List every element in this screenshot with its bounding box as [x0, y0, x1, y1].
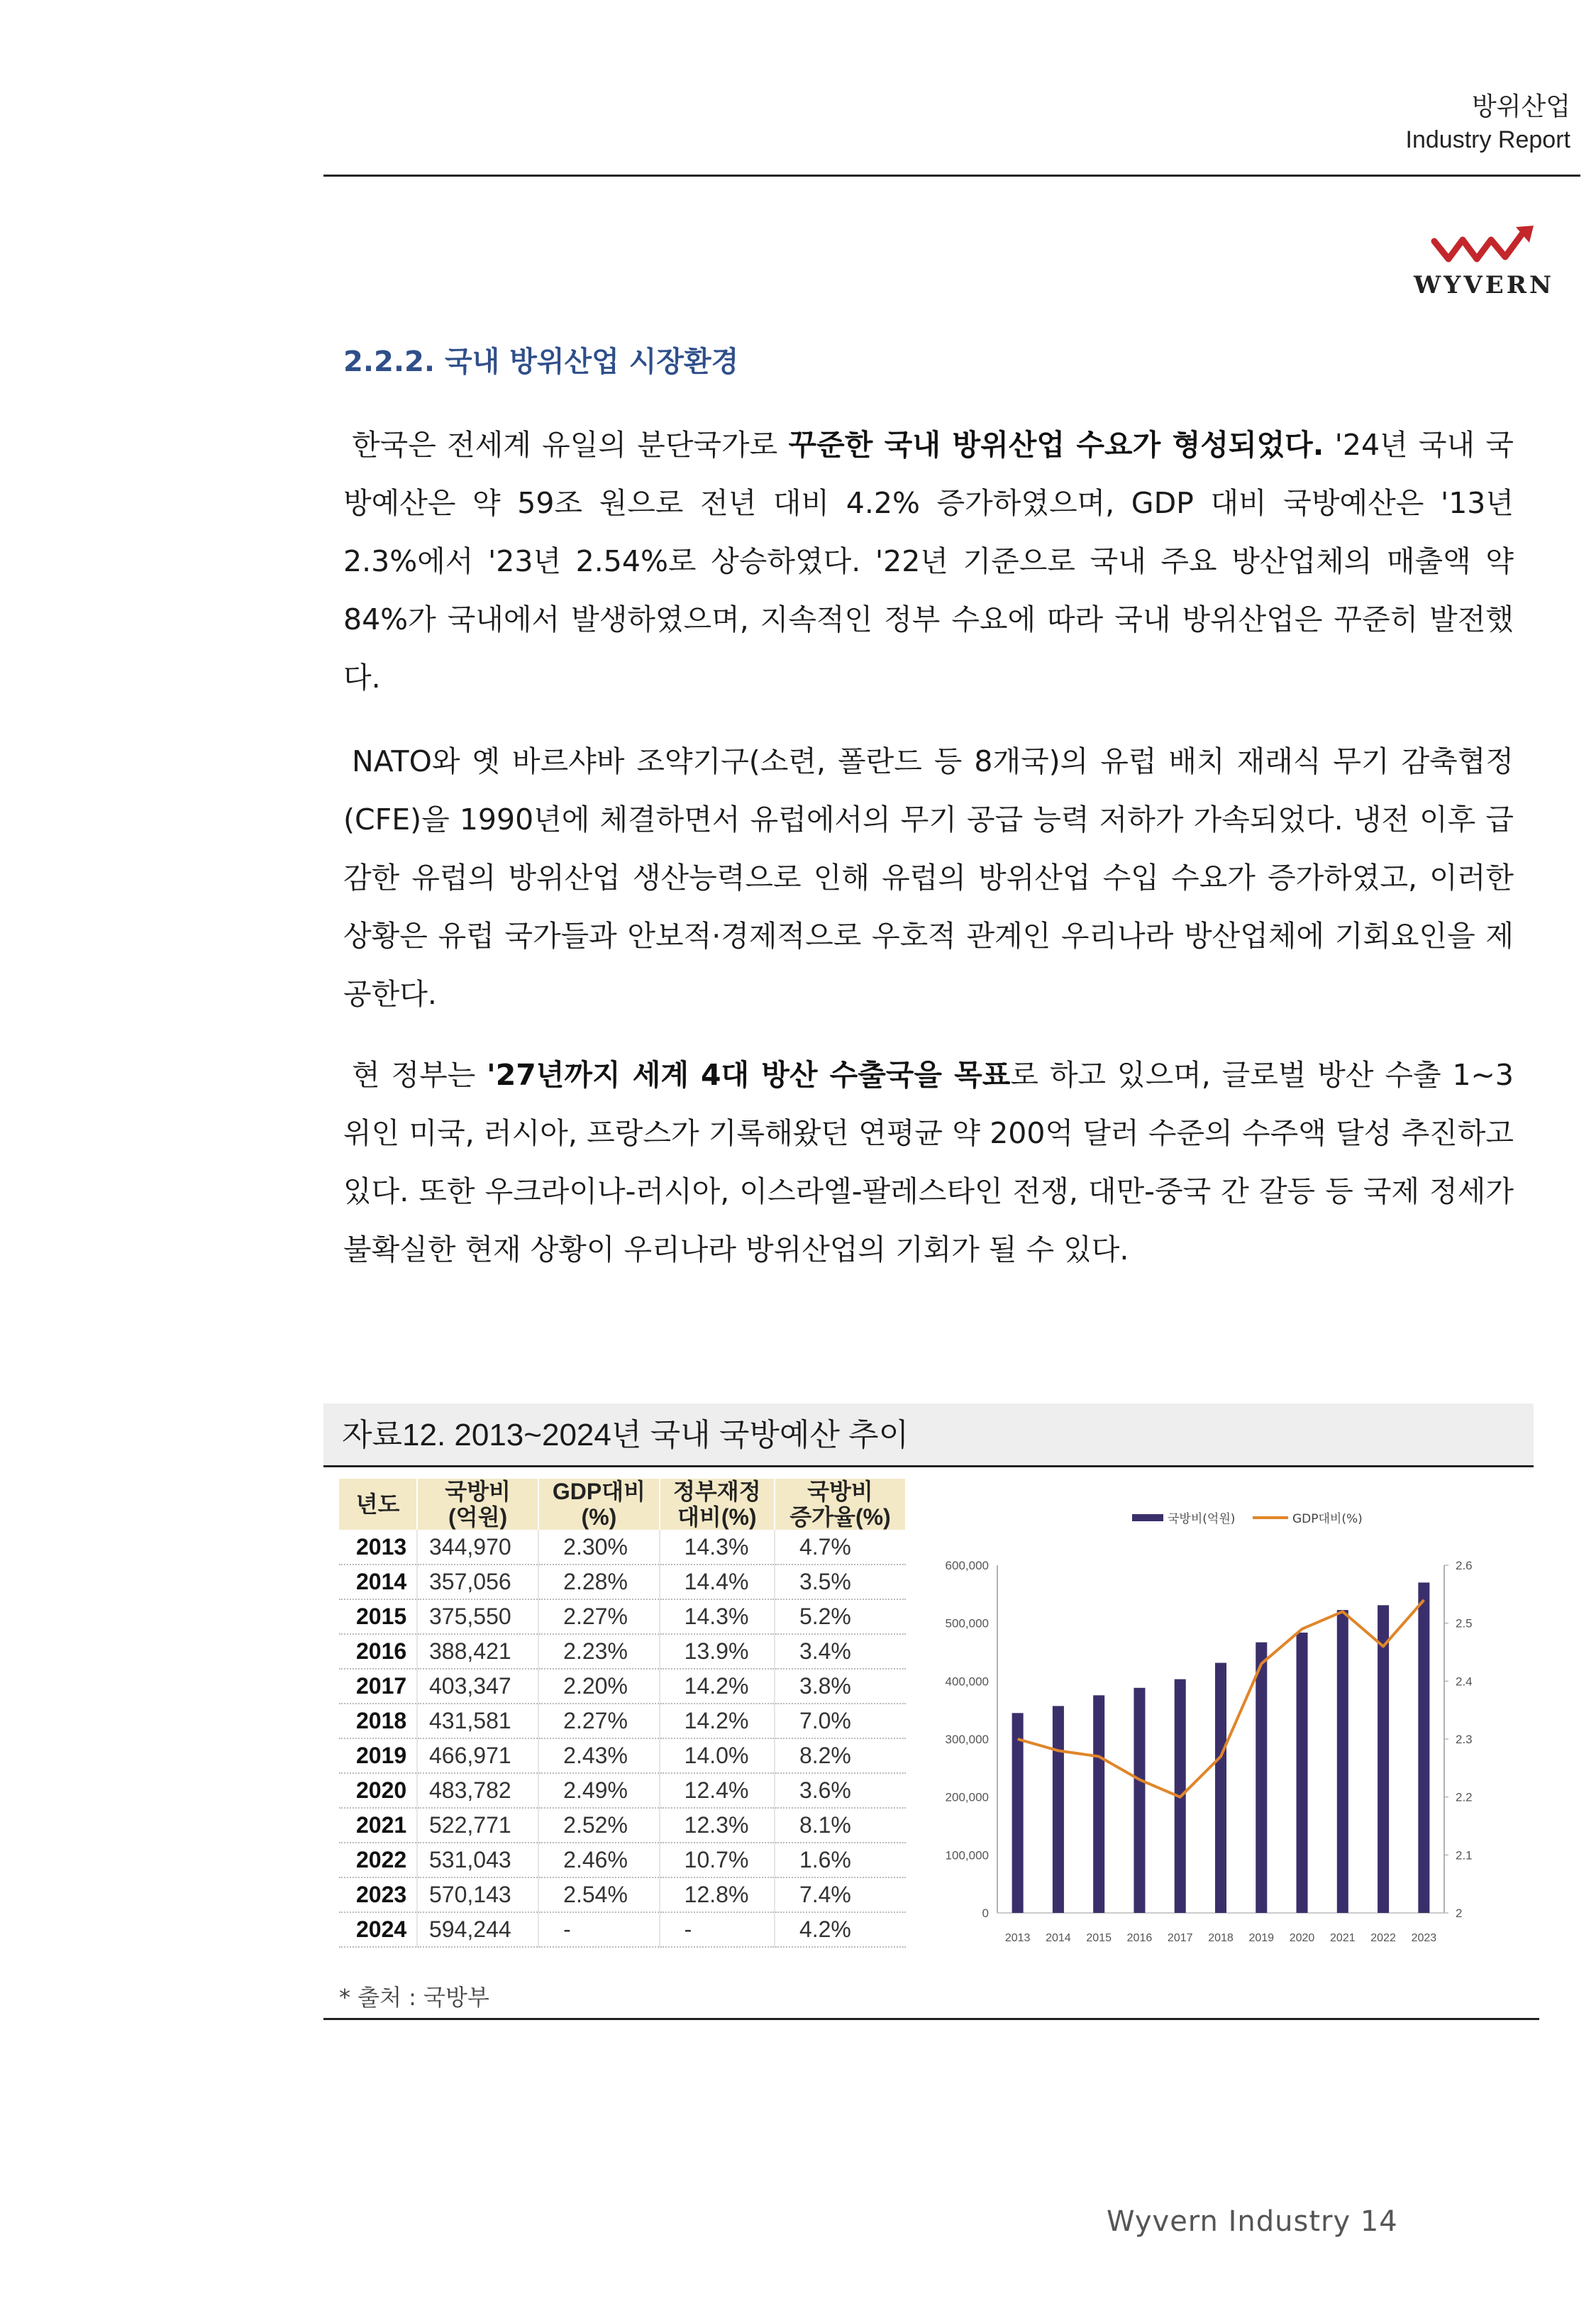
x-tick-label: 2022	[1370, 1932, 1396, 1944]
defense-budget-table	[339, 1479, 907, 1948]
x-tick-label: 2023	[1411, 1932, 1437, 1944]
cell-gov-ratio: 14.3%	[660, 1530, 775, 1565]
cell-year: 2016	[339, 1634, 417, 1669]
bar	[1215, 1663, 1226, 1913]
x-tick-label: 2016	[1126, 1932, 1153, 1944]
cell-year: 2019	[339, 1738, 417, 1773]
paragraph-3-text-a: 현 정부는	[352, 1058, 487, 1092]
y-right-tick-label: 2.1	[1456, 1848, 1473, 1863]
cell-gdp-ratio: 2.43%	[538, 1738, 660, 1773]
y-right-tick-label: 2.4	[1456, 1675, 1473, 1689]
cell-gov-ratio: 14.0%	[660, 1738, 775, 1773]
legend-label-gdp: GDP대비(%)	[1292, 1512, 1363, 1526]
cell-gov-ratio: 14.2%	[660, 1704, 775, 1738]
header-gdp-ratio: GDP대비 (%)	[538, 1479, 660, 1530]
y-right-tick-label: 2.5	[1456, 1616, 1473, 1631]
cell-year: 2020	[339, 1773, 417, 1808]
legend-label-budget: 국방비(억원)	[1168, 1512, 1236, 1526]
x-tick-label: 2019	[1248, 1932, 1275, 1944]
cell-growth: 7.4%	[775, 1877, 906, 1912]
cell-growth: 1.6%	[775, 1843, 906, 1877]
bar	[1378, 1605, 1389, 1913]
table-row	[339, 1773, 906, 1808]
cell-gdp-ratio: 2.46%	[538, 1843, 660, 1877]
cell-growth: 7.0%	[775, 1704, 906, 1738]
figure-bottom-divider	[323, 2018, 1539, 2020]
y-right-tick-label: 2.2	[1456, 1790, 1473, 1804]
cell-gdp-ratio: 2.23%	[538, 1634, 660, 1669]
cell-year: 2017	[339, 1669, 417, 1704]
cell-gov-ratio: 10.7%	[660, 1843, 775, 1877]
bar	[1093, 1695, 1104, 1913]
paragraph-1	[343, 416, 1514, 707]
cell-growth: 3.4%	[775, 1634, 906, 1669]
figure-source: * 출처 : 국방부	[339, 1984, 489, 2011]
paragraph-1-text-a: 한국은 전세계 유일의 분단국가로	[352, 428, 789, 462]
y-left-tick-label: 600,000	[945, 1559, 989, 1572]
table-row	[339, 1704, 906, 1738]
cell-budget: 483,782	[417, 1773, 538, 1808]
x-tick-label: 2020	[1289, 1932, 1315, 1944]
bar	[1134, 1688, 1145, 1913]
x-tick-label: 2015	[1086, 1932, 1112, 1944]
x-tick-label: 2017	[1167, 1932, 1193, 1944]
section-title: 2.2.2. 국내 방위산업 시장환경	[343, 346, 739, 378]
defense-budget-chart	[919, 1487, 1529, 1984]
y-left-tick-label: 0	[982, 1907, 989, 1920]
table-row	[339, 1599, 906, 1634]
cell-gdp-ratio: 2.20%	[538, 1669, 660, 1704]
cell-budget: 431,581	[417, 1704, 538, 1738]
paragraph-1-emphasis: 꾸준한 국내 방위산업 수요가 형성되었다.	[788, 428, 1324, 462]
cell-budget: 403,347	[417, 1669, 538, 1704]
y-right-tick-label: 2.6	[1456, 1559, 1473, 1572]
header-budget: 국방비 (억원)	[417, 1479, 538, 1530]
paragraph-2	[343, 732, 1514, 1023]
cell-year: 2023	[339, 1877, 417, 1912]
cell-year: 2015	[339, 1599, 417, 1634]
cell-gov-ratio: 12.8%	[660, 1877, 775, 1912]
x-tick-label: 2014	[1046, 1932, 1071, 1944]
x-tick-label: 2013	[1004, 1932, 1031, 1944]
cell-gdp-ratio: 2.27%	[538, 1599, 660, 1634]
cell-gov-ratio: 13.9%	[660, 1634, 775, 1669]
y-left-tick-label: 300,000	[945, 1733, 989, 1746]
report-type: Industry Report	[1405, 126, 1570, 153]
cell-budget: 388,421	[417, 1634, 538, 1669]
cell-budget: 466,971	[417, 1738, 538, 1773]
header-year: 년도	[339, 1479, 417, 1530]
cell-growth: 8.2%	[775, 1738, 906, 1773]
cell-year: 2024	[339, 1912, 417, 1947]
table-row	[339, 1808, 906, 1843]
cell-gdp-ratio: 2.30%	[538, 1530, 660, 1565]
table-row	[339, 1669, 906, 1704]
logo-wordmark: WYVERN	[1413, 271, 1555, 299]
table-row	[339, 1565, 906, 1599]
cell-budget: 357,056	[417, 1565, 538, 1599]
bar	[1337, 1610, 1348, 1913]
cell-gdp-ratio: 2.27%	[538, 1704, 660, 1738]
y-left-tick-label: 500,000	[945, 1616, 989, 1631]
bar	[1256, 1643, 1267, 1913]
cell-budget: 375,550	[417, 1599, 538, 1634]
cell-gov-ratio: -	[660, 1912, 775, 1947]
paragraph-2-text: NATO와 옛 바르샤바 조약기구(소련, 폴란드 등 8개국)의 유럽 배치 재래식 무기 감축협정(CFE)을 1990년에 체결하면서 유럽에서의 무기 공급 능력 저하가 가속되었다. 냉전 이후 급감한 유럽의 방위산업 생산능력으로 인해 유럽의 방위산업 수입 수요가 증가하였고, 이러한 상황은 유럽 국가들과 안보적·경제적으로 우호적 관계인 우리나라 방산업체에 기회요인을 제공한다.	[343, 744, 1514, 1011]
cell-gdp-ratio: 2.52%	[538, 1808, 660, 1843]
cell-year: 2021	[339, 1808, 417, 1843]
cell-gov-ratio: 12.4%	[660, 1773, 775, 1808]
cell-budget: 570,143	[417, 1877, 538, 1912]
page-footer: Wyvern Industry 14	[1107, 2205, 1398, 2238]
y-right-tick-label: 2.3	[1456, 1733, 1473, 1746]
cell-budget: 344,970	[417, 1530, 538, 1565]
table-row	[339, 1877, 906, 1912]
cell-gov-ratio: 14.4%	[660, 1565, 775, 1599]
figure-title: 자료12. 2013~2024년 국내 국방예산 추이	[323, 1403, 1534, 1467]
legend-swatch-budget	[1132, 1514, 1163, 1521]
cell-growth: 3.8%	[775, 1669, 906, 1704]
header-gov-ratio: 정부재정 대비(%)	[660, 1479, 775, 1530]
cell-year: 2018	[339, 1704, 417, 1738]
table-row	[339, 1530, 906, 1565]
cell-growth: 8.1%	[775, 1808, 906, 1843]
y-left-tick-label: 200,000	[945, 1790, 989, 1804]
table-row	[339, 1843, 906, 1877]
cell-growth: 3.6%	[775, 1773, 906, 1808]
header-divider	[323, 175, 1580, 177]
y-right-tick-label: 2	[1456, 1907, 1463, 1920]
table-row	[339, 1634, 906, 1669]
cell-gov-ratio: 14.3%	[660, 1599, 775, 1634]
table-row	[339, 1738, 906, 1773]
cell-growth: 4.7%	[775, 1530, 906, 1565]
bar	[1053, 1706, 1064, 1913]
cell-growth: 4.2%	[775, 1912, 906, 1947]
cell-budget: 531,043	[417, 1843, 538, 1877]
report-category: 방위산업	[1471, 92, 1570, 121]
header-growth: 국방비 증가율(%)	[775, 1479, 906, 1530]
cell-budget: 522,771	[417, 1808, 538, 1843]
cell-gdp-ratio: 2.49%	[538, 1773, 660, 1808]
cell-growth: 3.5%	[775, 1565, 906, 1599]
table-row	[339, 1912, 906, 1947]
cell-year: 2014	[339, 1565, 417, 1599]
cell-budget: 594,244	[417, 1912, 538, 1947]
cell-gdp-ratio: 2.54%	[538, 1877, 660, 1912]
cell-gov-ratio: 12.3%	[660, 1808, 775, 1843]
cell-year: 2013	[339, 1530, 417, 1565]
bar	[1418, 1582, 1429, 1913]
cell-growth: 5.2%	[775, 1599, 906, 1634]
cell-gdp-ratio: -	[538, 1912, 660, 1947]
x-tick-label: 2021	[1330, 1932, 1356, 1944]
bar	[1012, 1713, 1024, 1913]
paragraph-3-emphasis: '27년까지 세계 4대 방산 수출국을 목표	[487, 1058, 1011, 1092]
y-left-tick-label: 100,000	[945, 1848, 989, 1863]
paragraph-1-text-c: '24년 국내 국방예산은 약 59조 원으로 전년 대비 4.2% 증가하였으며, GDP 대비 국방예산은 '13년 2.3%에서 '23년 2.54%로 상승하였다. '22년 기준으로 국내 주요 방산업체의 매출액 약 84%가 국내에서 발생하였으며, 지속적인 정부 수요에 따라 국내 방위산업은 꾸준히 발전했다.	[343, 428, 1514, 695]
cell-gov-ratio: 14.2%	[660, 1669, 775, 1704]
cell-year: 2022	[339, 1843, 417, 1877]
x-tick-label: 2018	[1208, 1932, 1234, 1944]
cell-gdp-ratio: 2.28%	[538, 1565, 660, 1599]
y-left-tick-label: 400,000	[945, 1675, 989, 1689]
paragraph-3	[343, 1046, 1514, 1279]
paragraph-3-text-c: 로 하고 있으며, 글로벌 방산 수출 1~3위인 미국, 러시아, 프랑스가 기록해왔던 연평균 약 200억 달러 수준의 수주액 달성 추진하고 있다. 또한 우크라이나-러시아, 이스라엘-팔레스타인 전쟁, 대만-중국 간 갈등 등 국제 정세가 불확실한 현재 상황이 우리나라 방위산업의 기회가 될 수 있다.	[343, 1058, 1514, 1267]
bar	[1297, 1633, 1308, 1913]
